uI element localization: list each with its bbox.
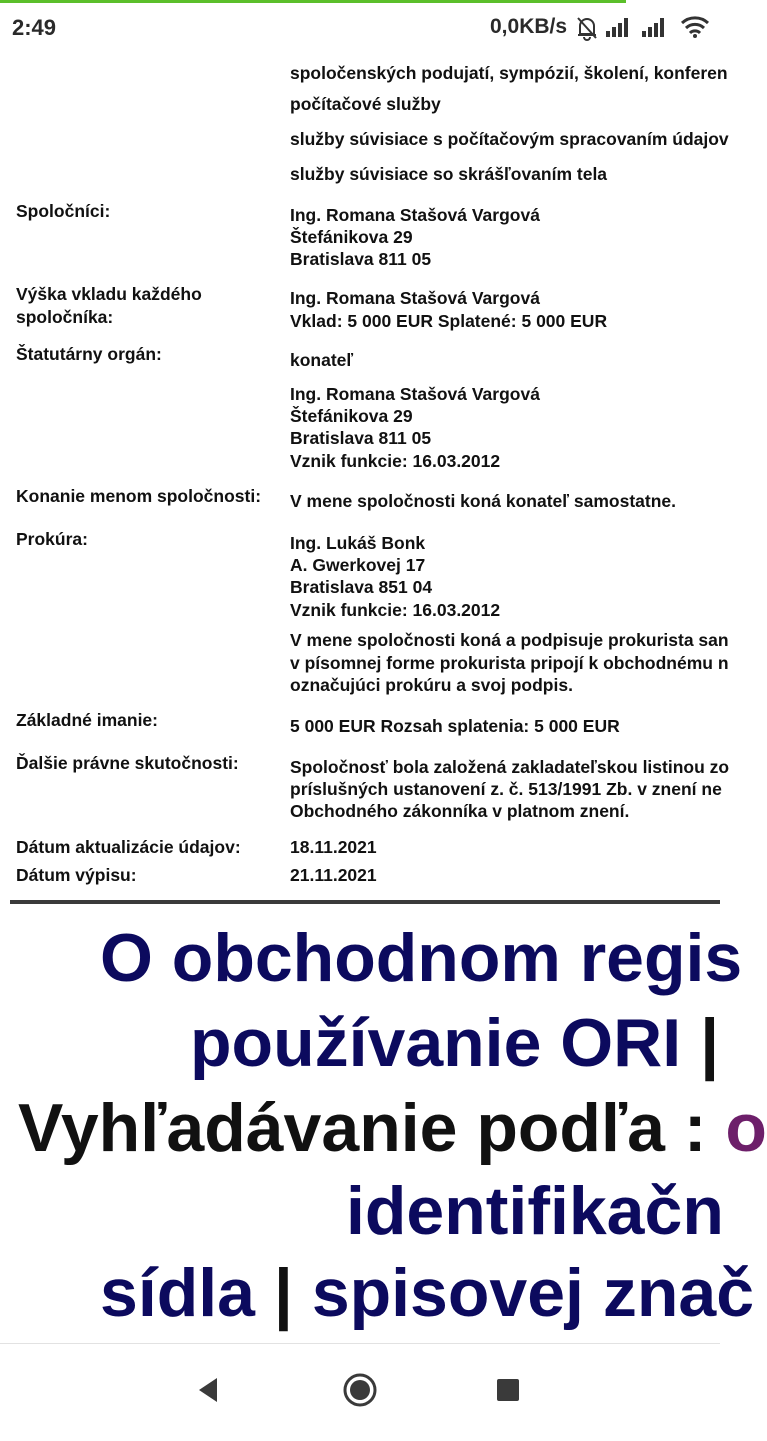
activity-item: služby súvisiace s počítačovým spracovaním údajov	[290, 129, 729, 149]
recents-icon	[495, 1377, 521, 1408]
updated-value: 18.11.2021	[290, 837, 377, 857]
deposit-line: Ing. Romana Stašová Vargová	[290, 288, 540, 308]
bell-off-icon	[576, 15, 598, 46]
activity-item: služby súvisiace so skrášľovaním tela	[290, 164, 608, 184]
back-button[interactable]	[188, 1372, 228, 1412]
activity-item: počítačové služby	[290, 94, 441, 114]
search-by-link[interactable]: o	[725, 1090, 767, 1166]
deposit-line: Vklad: 5 000 EUR Splatené: 5 000 EUR	[290, 311, 608, 331]
usage-ori-line	[190, 1003, 719, 1083]
statutory-line: Vznik funkcie: 16.03.2012	[290, 451, 501, 471]
procura-label: Prokúra:	[16, 529, 88, 549]
usage-ori-link[interactable]: používanie ORI	[190, 1005, 682, 1081]
section-divider	[10, 900, 720, 904]
partners-line: Ing. Romana Stašová Vargová	[290, 205, 540, 225]
other-facts-line: príslušných ustanovení z. č. 513/1991 Zb. v znení ne	[290, 779, 722, 799]
seat-link[interactable]: sídla	[100, 1255, 255, 1331]
capital-value: 5 000 EUR Rozsah splatenia: 5 000 EUR	[290, 716, 620, 736]
home-button[interactable]	[340, 1372, 380, 1412]
page-content[interactable]	[0, 53, 767, 1343]
statutory-line: Bratislava 811 05	[290, 428, 432, 448]
network-speed: 0,0KB/s	[490, 15, 568, 38]
status-bar	[0, 3, 720, 53]
other-facts-line: Spoločnosť bola založená zakladateľskou listinou zo	[290, 757, 730, 777]
deposit-label-2: spoločníka:	[16, 307, 114, 327]
seat-file-line	[100, 1253, 754, 1333]
deposit-label: Výška vkladu každého	[16, 284, 202, 304]
procura-line: Bratislava 851 04	[290, 577, 433, 597]
updated-label: Dátum aktualizácie údajov:	[16, 837, 241, 857]
statutory-line: Štefánikova 29	[290, 406, 413, 426]
statutory-label: Štatutárny orgán:	[16, 344, 162, 364]
navigation-bar	[0, 1343, 720, 1441]
statutory-line: Ing. Romana Stašová Vargová	[290, 384, 540, 404]
procura-note: v písomnej forme prokurista pripojí k obchodnému n	[290, 653, 729, 673]
file-number-link[interactable]: spisovej znač	[311, 1255, 755, 1331]
home-icon	[342, 1372, 378, 1413]
status-time: 2:49	[12, 15, 57, 40]
partners-line: Štefánikova 29	[290, 227, 413, 247]
other-facts-line: Obchodného zákonníka v platnom znení.	[290, 801, 630, 821]
procura-line: Vznik funkcie: 16.03.2012	[290, 600, 501, 620]
search-by-label: Vyhľadávanie podľa :	[18, 1090, 707, 1166]
acting-label: Konanie menom spoločnosti:	[16, 486, 262, 506]
back-icon	[195, 1376, 221, 1409]
statutory-role: konateľ	[290, 350, 354, 370]
capital-label: Základné imanie:	[16, 710, 158, 730]
procura-line: A. Gwerkovej 17	[290, 555, 426, 575]
extract-label: Dátum výpisu:	[16, 865, 137, 885]
wifi-icon	[680, 15, 710, 44]
signal-icon-2	[640, 15, 670, 44]
procura-line: Ing. Lukáš Bonk	[290, 533, 426, 553]
extract-value: 21.11.2021	[290, 865, 377, 885]
search-by-line	[18, 1088, 767, 1168]
partners-line: Bratislava 811 05	[290, 249, 432, 269]
procura-note: V mene spoločnosti koná a podpisuje prokurista san	[290, 630, 729, 650]
link-separator: |	[273, 1255, 293, 1331]
link-separator: |	[700, 1005, 720, 1081]
partners-label: Spoločníci:	[16, 201, 111, 221]
about-register-link[interactable]: O obchodnom regis	[100, 920, 743, 996]
recents-button[interactable]	[488, 1372, 528, 1412]
activity-item: spoločenských podujatí, sympózií, školení, konferen	[290, 63, 728, 83]
identification-link[interactable]: identifikačn	[346, 1173, 724, 1249]
signal-icon	[604, 15, 634, 44]
acting-value: V mene spoločnosti koná konateľ samostatne.	[290, 491, 677, 511]
procura-note: označujúci prokúru a svoj podpis.	[290, 675, 573, 695]
other-facts-label: Ďalšie právne skutočnosti:	[16, 753, 239, 773]
